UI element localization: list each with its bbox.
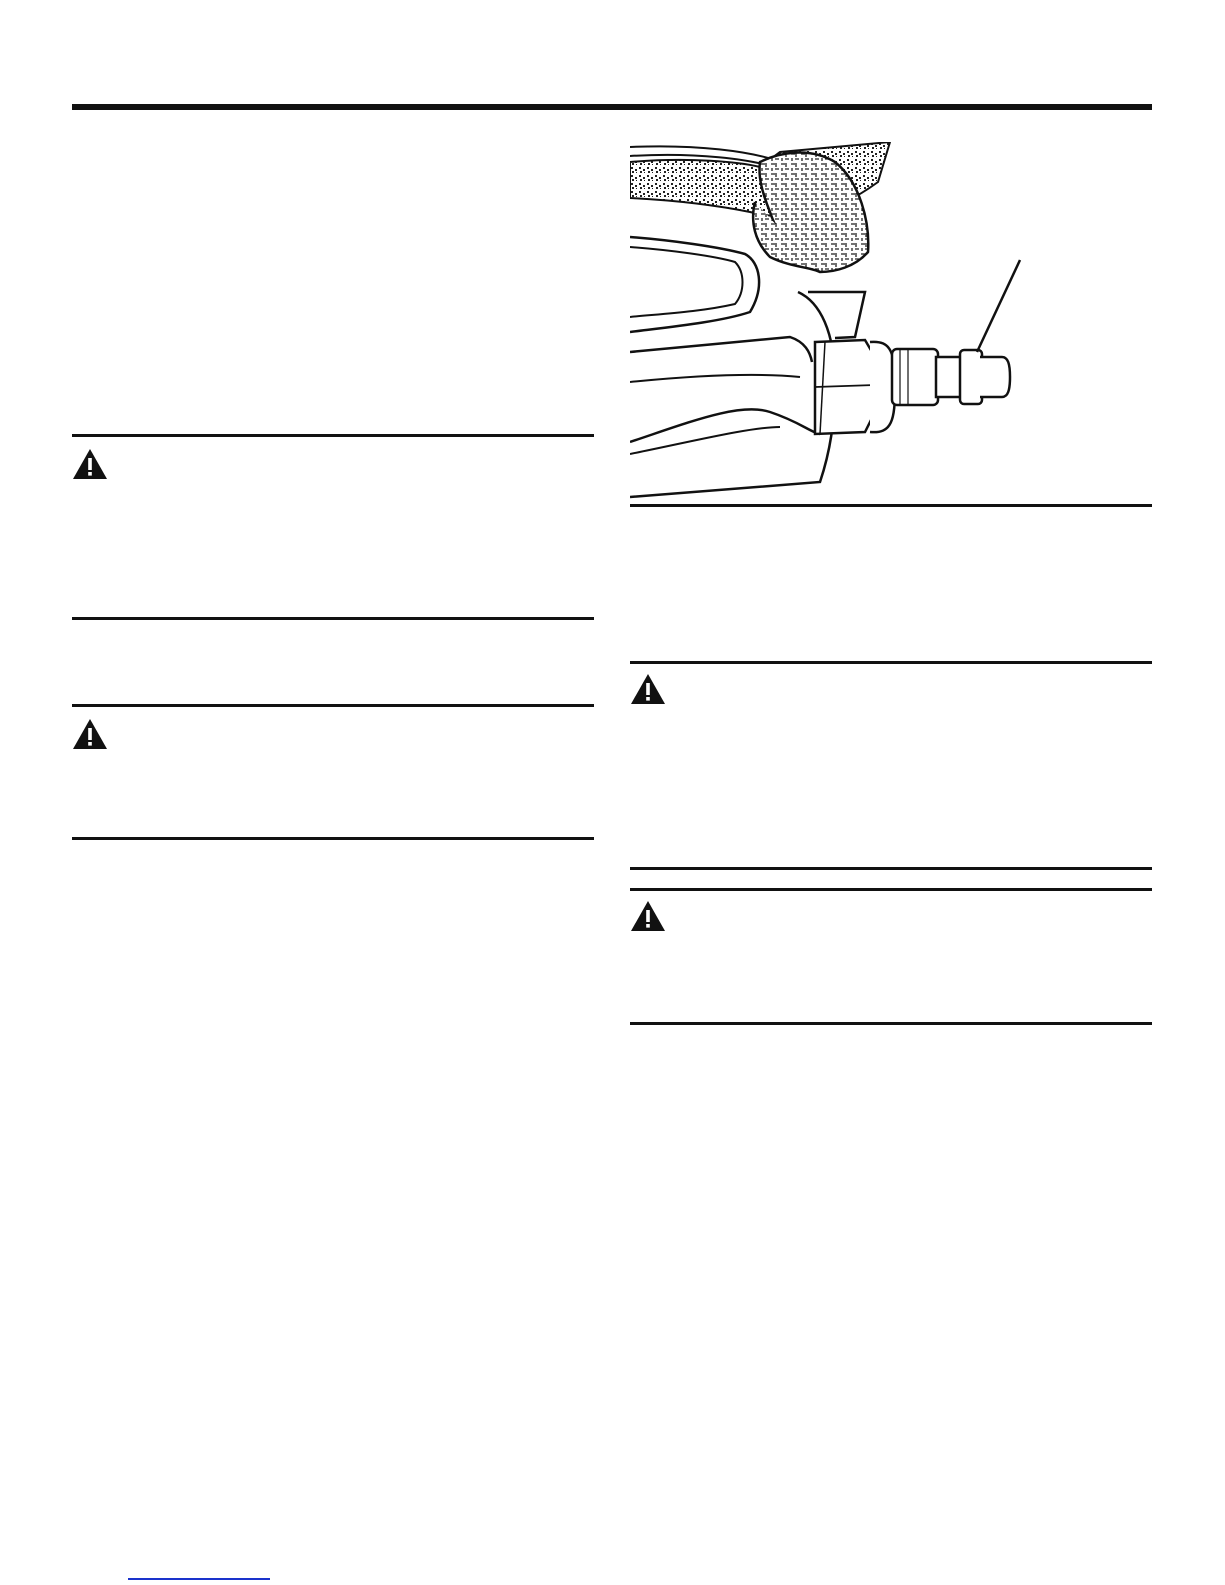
warning-box-bottom-rule (72, 837, 594, 840)
warning-triangle-icon (72, 447, 108, 481)
air-fitting-illustration (630, 142, 1152, 502)
warning-triangle-icon (630, 672, 666, 706)
warning-box-top-rule (630, 661, 1152, 664)
warning-box-bottom-rule (630, 1022, 1152, 1025)
figure-bottom-rule (630, 504, 1152, 507)
warning-box-top-rule (630, 888, 1152, 891)
warning-triangle-icon (72, 717, 108, 751)
header-rule (72, 104, 1152, 110)
footer-link-underline[interactable] (128, 1578, 270, 1580)
illustration-drawing (630, 142, 1152, 502)
warning-box-top-rule (72, 434, 594, 437)
warning-box-top-rule (72, 704, 594, 707)
warning-box-bottom-rule (72, 617, 594, 620)
warning-box-bottom-rule (630, 867, 1152, 870)
warning-triangle-icon (630, 899, 666, 933)
